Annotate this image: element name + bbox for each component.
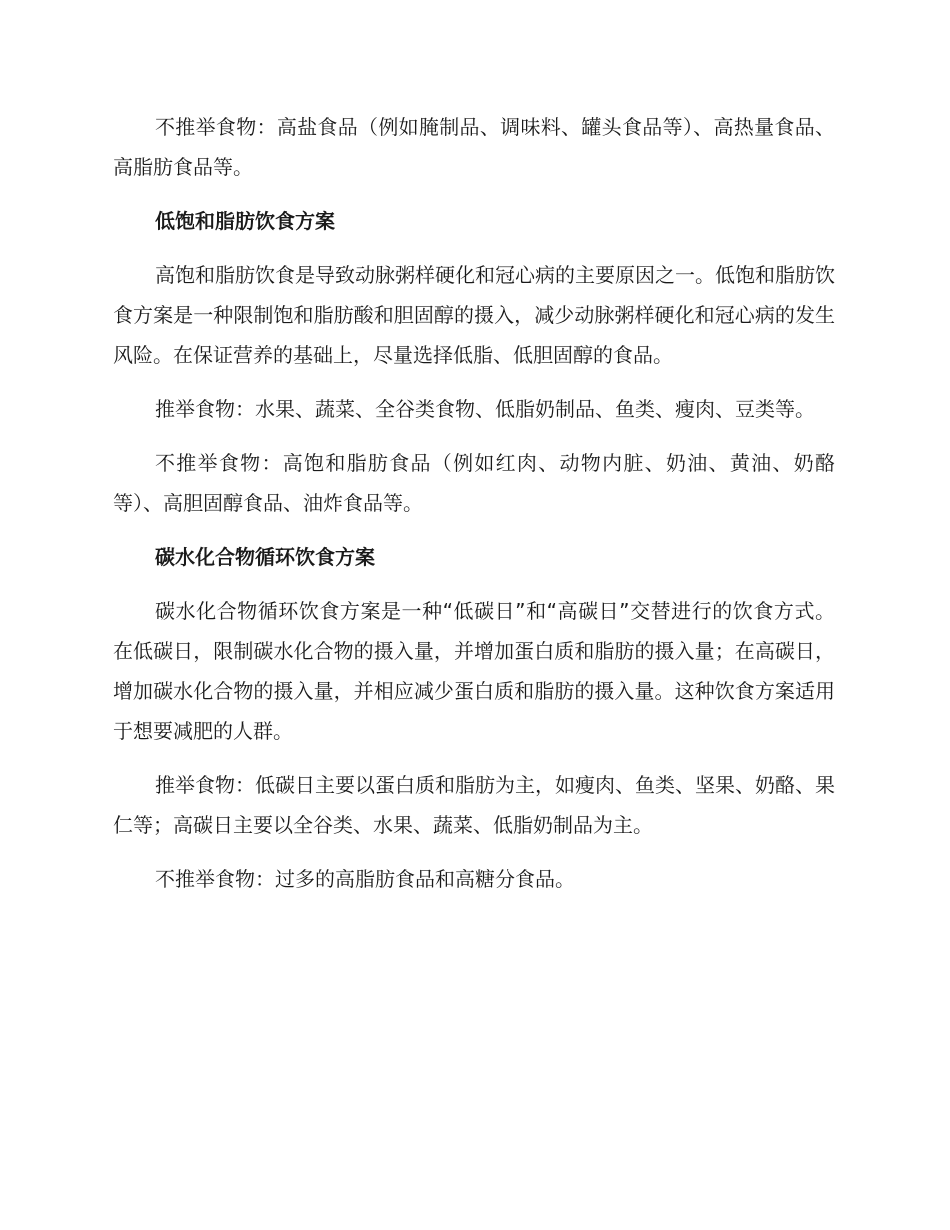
recommended-foods-carb-cycling: 推举食物：低碳日主要以蛋白质和脂肪为主，如瘦肉、鱼类、坚果、奶酪、果仁等；高碳日主要以全谷类、水果、蔬菜、低脂奶制品为主。 (113, 773, 835, 837)
not-recommended-foods-low-saturated-fat: 不推举食物：高饱和脂肪食品（例如红肉、动物内脏、奶油、黄油、奶酪等）、高胆固醇食品、油炸食品等。 (113, 451, 835, 515)
section-heading-carb-cycling: 碳水化合物循环饮食方案 (155, 545, 375, 569)
not-recommended-foods-carb-cycling: 不推举食物：过多的高脂肪食品和高糖分食品。 (155, 867, 575, 891)
section-heading-low-saturated-fat: 低饱和脂肪饮食方案 (155, 209, 335, 233)
carb-cycling-description: 碳水化合物循环饮食方案是一种“低碳日”和“高碳日”交替进行的饮食方式。在低碳日，限制碳水化合物的摄入量，并增加蛋白质和脂肪的摄入量；在高碳日，增加碳水化合物的摄入量，并相应减少蛋白质和脂肪的摄入量。这种饮食方案适用于想要减肥的人群。 (113, 599, 835, 743)
low-saturated-fat-description: 高饱和脂肪饮食是导致动脉粥样硬化和冠心病的主要原因之一。低饱和脂肪饮食方案是一种限制饱和脂肪酸和胆固醇的摄入，减少动脉粥样硬化和冠心病的发生风险。在保证营养的基础上，尽量选择低脂、低胆固醇的食品。 (113, 263, 835, 367)
not-recommended-foods-high-salt: 不推举食物：高盐食品（例如腌制品、调味料、罐头食品等）、高热量食品、高脂肪食品等。 (113, 115, 835, 179)
recommended-foods-low-saturated-fat: 推举食物：水果、蔬菜、全谷类食物、低脂奶制品、鱼类、瘦肉、豆类等。 (155, 397, 815, 421)
document-page (113, 107, 835, 913)
